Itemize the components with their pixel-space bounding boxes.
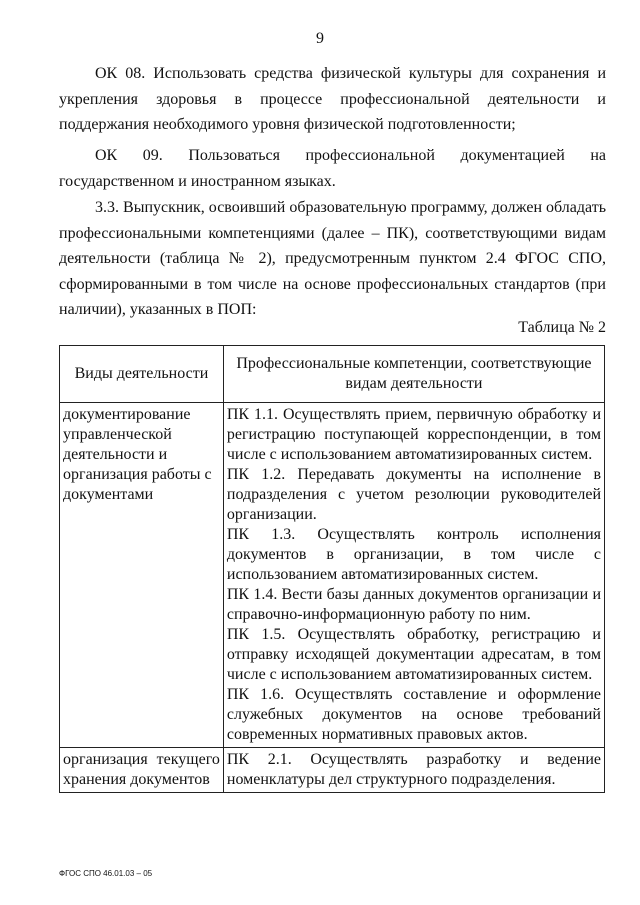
table-caption: Таблица № 2 bbox=[518, 319, 606, 336]
table-row bbox=[60, 403, 605, 748]
header-activity: Виды деятельности bbox=[60, 346, 224, 403]
paragraph-ok08 bbox=[59, 61, 606, 138]
paragraph-3-3 bbox=[59, 195, 606, 323]
paragraph-text: 3.3. Выпускник, освоивший образовательную программу, должен обладать профессиональными компетенциями (далее – ПК), соответствующими видам деятельности (таблица № 2), предусмотренным пунктом 2.4 ФГОС СПО, сформированными в том числе на основе профессиональных стандартов (при наличии), указанных в ПОП: bbox=[59, 199, 606, 318]
competencies-table bbox=[59, 345, 605, 793]
paragraph-text: ОК 08. Использовать средства физической культуры для сохранения и укрепления здоровья в процессе профессиональной деятельности и поддержания необходимого уровня физической подготовленности; bbox=[59, 65, 606, 133]
page-number: 9 bbox=[316, 30, 324, 47]
competencies-cell bbox=[223, 748, 604, 793]
competency-item: ПК 1.1. Осуществлять прием, первичную обработку и регистрацию поступающей корреспонденции, в том числе с использованием автоматизированных систем. bbox=[226, 406, 601, 463]
document-footer: ФГОС СПО 46.01.03 – 05 bbox=[59, 869, 153, 878]
competency-item: ПК 1.6. Осуществлять составление и оформление служебных документов на основе требований современных нормативных правовых актов. bbox=[226, 686, 601, 743]
header-competencies: Профессиональные компетенции, соответствующие видам деятельности bbox=[223, 346, 604, 403]
competency-item: ПК 1.5. Осуществлять обработку, регистрацию и отправку исходящей документации адресатам, в том числе с использованием автоматизированных систем. bbox=[226, 626, 601, 683]
competency-item: ПК 1.3. Осуществлять контроль исполнения документов в организации, в том числе с использованием автоматизированных систем. bbox=[226, 526, 601, 583]
competency-item: ПК 1.4. Вести базы данных документов организации и справочно-информационную работу по ним. bbox=[226, 586, 601, 623]
activity-cell: организация текущего хранения документов bbox=[60, 748, 224, 793]
activity-cell: документирование управленческой деятельности и организация работы с документами bbox=[60, 403, 224, 748]
competency-item: ПК 1.2. Передавать документы на исполнение в подразделения с учетом резолюции руководителей организации. bbox=[226, 466, 601, 523]
competency-item: ПК 2.1. Осуществлять разработку и ведение номенклатуры дел структурного подразделения. bbox=[226, 751, 601, 788]
paragraph-text: ОК 09. Пользоваться профессиональной документацией на государственном и иностранном языках. bbox=[59, 147, 606, 190]
table-header-row bbox=[60, 346, 605, 403]
table-row bbox=[60, 748, 605, 793]
competencies-cell bbox=[223, 403, 604, 748]
paragraph-ok09 bbox=[59, 143, 606, 194]
